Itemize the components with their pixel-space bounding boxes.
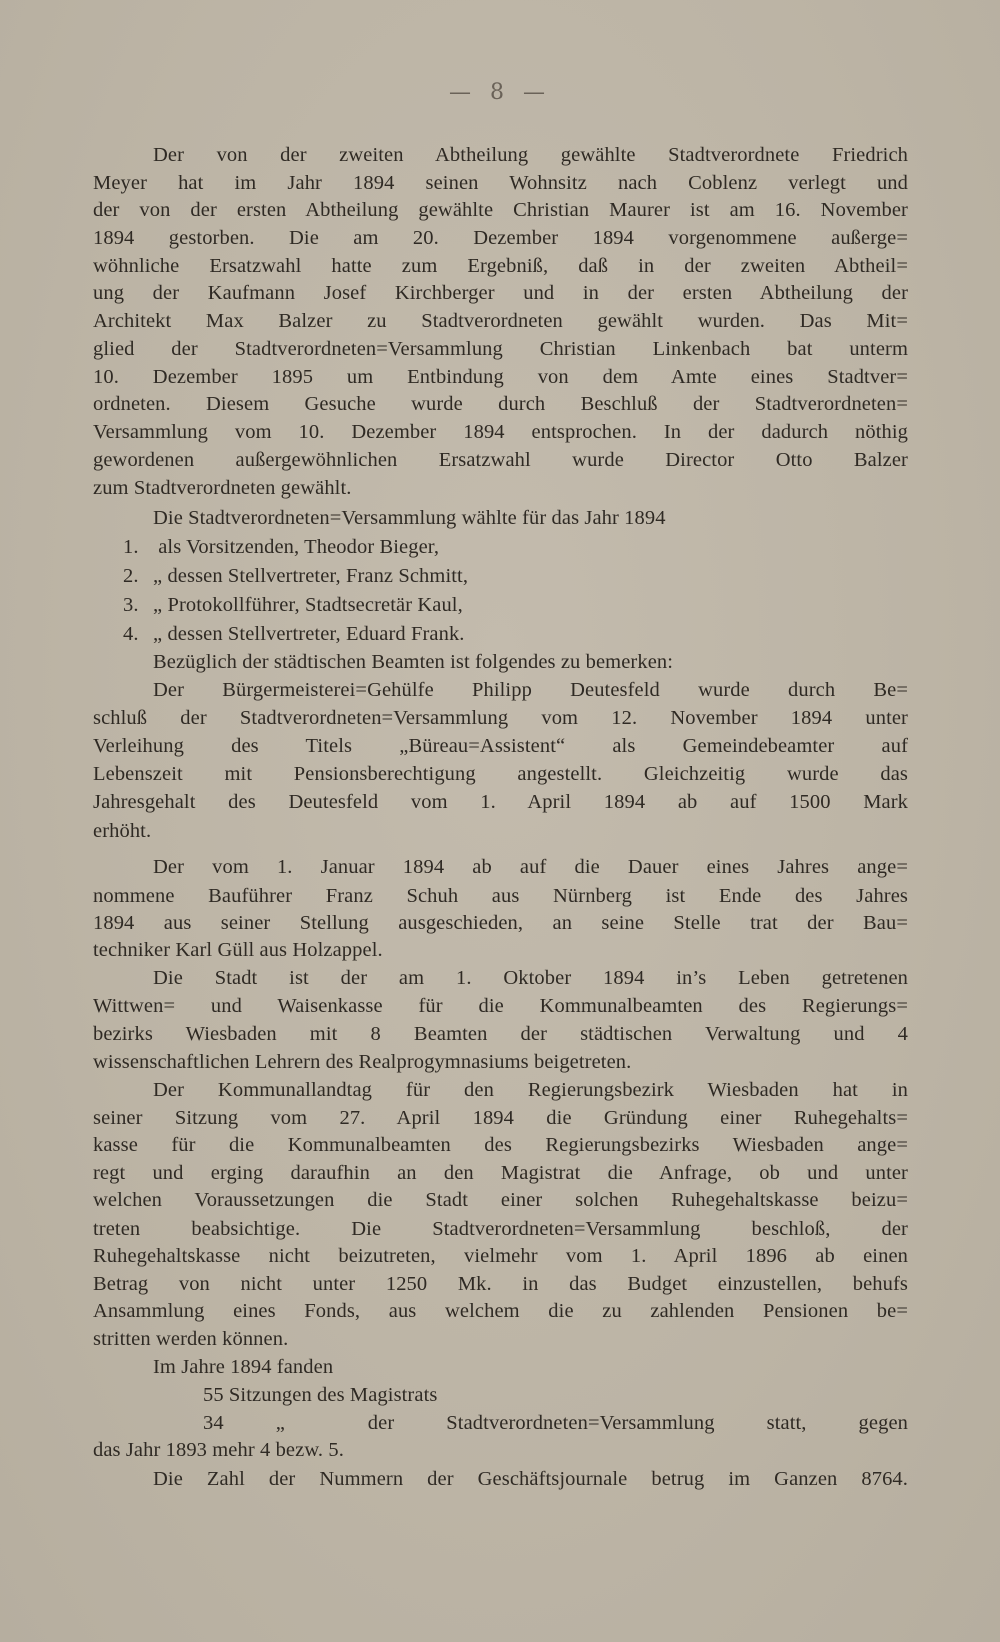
ditto-mark: „ [275, 1412, 285, 1434]
officer-list-item [123, 620, 908, 648]
text-line: wissenschaftlichen Lehrern des Realprogymnasiums beigetreten. [93, 1051, 632, 1073]
text-line: Meyer hat im Jahr 1894 seinen Wohnsitz nach Coblenz verlegt und [93, 172, 908, 194]
text-line: Der vom 1. Januar 1894 ab auf die Dauer eines Jahres ange= [153, 856, 908, 878]
officer-text: Protokollführer, Stadtsecretär Kaul, [167, 594, 463, 616]
text-line: techniker Karl Güll aus Holzappel. [93, 939, 383, 961]
text-line: 1894 aus seiner Stellung ausgeschieden, an seine Stelle trat der Bau= [93, 912, 908, 934]
text-line: Die Stadt ist der am 1. Oktober 1894 in’s Leben getretenen [153, 967, 908, 989]
ditto-mark: „ [153, 623, 163, 645]
text-line: Lebenszeit mit Pensionsberechtigung angestellt. Gleichzeitig wurde das [93, 763, 908, 785]
text-line: welchen Voraussetzungen die Stadt einer solchen Ruhegehaltskasse beizu= [93, 1189, 908, 1211]
text-line: zum Stadtverordneten gewählt. [93, 477, 352, 499]
text-line: seiner Sitzung vom 27. April 1894 die Gründung einer Ruhegehalts= [93, 1107, 908, 1129]
officer-list-item [123, 562, 908, 590]
text-line: Der Bürgermeisterei=Gehülfe Philipp Deutesfeld wurde durch Be= [153, 679, 908, 701]
text-line: 55 Sitzungen des Magistrats [203, 1384, 438, 1406]
sessions-line [203, 1409, 908, 1437]
text-line: ung der Kaufmann Josef Kirchberger und in der ersten Abtheilung der [93, 282, 908, 304]
text-line: Betrag von nicht unter 1250 Mk. in das Budget einzustellen, behufs [93, 1273, 908, 1295]
session-text: der Stadtverordneten=Versammlung statt, gegen [367, 1412, 908, 1434]
text-line: Bezüglich der städtischen Beamten ist folgendes zu bemerken: [153, 651, 674, 673]
text-line: Verleihung des Titels „Büreau=Assistent“ als Gemeindebeamter auf [93, 735, 908, 757]
text-line: Die Zahl der Nummern der Geschäftsjournale betrug im Ganzen 8764. [153, 1468, 908, 1490]
officer-text: dessen Stellvertreter, Eduard Frank. [167, 623, 465, 645]
officer-list-item [123, 533, 908, 561]
session-count: 34 [203, 1412, 224, 1434]
text-line: Ruhegehaltskasse nicht beizutreten, vielmehr vom 1. April 1896 ab einen [93, 1245, 908, 1267]
text-line: der von der ersten Abtheilung gewählte Christian Maurer ist am 16. November [93, 199, 908, 221]
text-line: Jahresgehalt des Deutesfeld vom 1. April 1894 ab auf 1500 Mark [93, 791, 908, 813]
list-number: 2. [123, 565, 139, 587]
text-line: kasse für die Kommunalbeamten des Regierungsbezirks Wiesbaden ange= [93, 1134, 908, 1156]
page-number: — 8 — [449, 80, 551, 105]
text-line: schluß der Stadtverordneten=Versammlung vom 12. November 1894 unter [93, 707, 908, 729]
text-line: Der von der zweiten Abtheilung gewählte Stadtverordnete Friedrich [153, 144, 908, 166]
text-line: treten beabsichtige. Die Stadtverordneten=Versammlung beschloß, der [93, 1218, 908, 1240]
text-line: ordneten. Diesem Gesuche wurde durch Beschluß der Stadtverordneten= [93, 393, 908, 415]
text-line: nommene Bauführer Franz Schuh aus Nürnberg ist Ende des Jahres [93, 885, 908, 907]
text-line: regt und erging daraufhin an den Magistrat die Anfrage, ob und unter [93, 1162, 908, 1184]
text-line: erhöht. [93, 820, 152, 842]
ditto-mark: „ [153, 594, 163, 616]
officer-text: als Vorsitzenden, Theodor Bieger, [158, 536, 440, 558]
text-line: Der Kommunallandtag für den Regierungsbezirk Wiesbaden hat in [153, 1079, 908, 1101]
ditto-mark: „ [153, 565, 163, 587]
text-line: glied der Stadtverordneten=Versammlung Christian Linkenbach bat unterm [93, 338, 908, 360]
text-line: Architekt Max Balzer zu Stadtverordneten gewählt wurden. Das Mit= [93, 310, 908, 332]
list-number: 1. [123, 536, 139, 558]
officer-text: dessen Stellvertreter, Franz Schmitt, [167, 565, 469, 587]
text-line: bezirks Wiesbaden mit 8 Beamten der städtischen Verwaltung und 4 [93, 1023, 908, 1045]
text-line: stritten werden können. [93, 1328, 289, 1350]
text-line: Die Stadtverordneten=Versammlung wählte für das Jahr 1894 [153, 507, 666, 529]
text-line: Ansammlung eines Fonds, aus welchem die zu zahlenden Pensionen be= [93, 1300, 908, 1322]
list-number: 4. [123, 623, 139, 645]
text-line: wöhnliche Ersatzwahl hatte zum Ergebniß, daß in der zweiten Abtheil= [93, 255, 908, 277]
text-line: das Jahr 1893 mehr 4 bezw. 5. [93, 1439, 344, 1461]
text-line: gewordenen außergewöhnlichen Ersatzwahl wurde Director Otto Balzer [93, 449, 908, 471]
officer-list-item [123, 591, 908, 619]
text-line: 10. Dezember 1895 um Entbindung von dem Amte eines Stadtver= [93, 366, 908, 388]
text-line: Versammlung vom 10. Dezember 1894 entsprochen. In der dadurch nöthig [93, 421, 908, 443]
text-line: Im Jahre 1894 fanden [153, 1356, 334, 1378]
text-line: Wittwen= und Waisenkasse für die Kommunalbeamten des Regierungs= [93, 995, 908, 1017]
list-number: 3. [123, 594, 139, 616]
text-line: 1894 gestorben. Die am 20. Dezember 1894 vorgenommene außerge= [93, 227, 908, 249]
